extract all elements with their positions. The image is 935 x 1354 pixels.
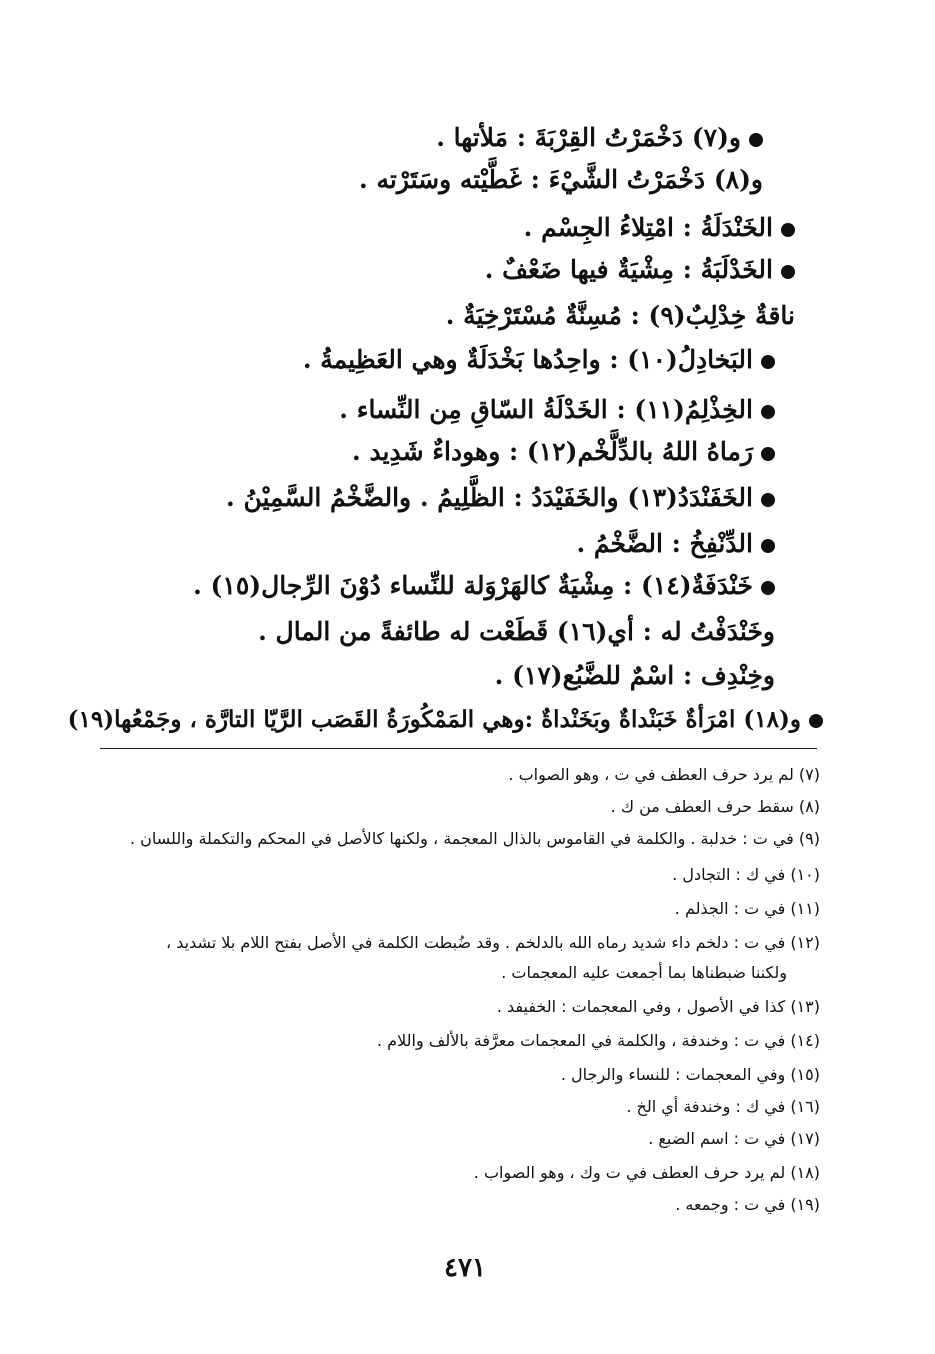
footnote: (١١) في ت : الجذلم . [674, 899, 820, 918]
entry-line: و(١٨) امْرَأةٌ خَبَنْداةٌ وبَخَنْداةٌ :وهي المَمْكُورَةُ القَصَب الرَّيّا التارَّة ، وجَمْعُها(١٩) [68, 700, 823, 740]
entry-line: الخِذْلِمُ(١١) : الخَدْلَةُ السّاقِ مِن النِّساء . [339, 390, 775, 430]
footnote: (٩) في ت : خدلبة . والكلمة في القاموس بالذال المعجمة ، ولكنها كالأصل في المحكم والتكملة واللسان . [129, 829, 820, 848]
bullet-icon [781, 223, 795, 237]
bullet-icon [761, 447, 775, 461]
footnote: (١٢) في ت : دلخم داء شديد رماه الله بالدلخم . وقد ضُبطت الكلمة في الأصل بفتح اللام بلا تشديد ، [165, 933, 820, 952]
footnote: (١٨) لم يرد حرف العطف في ت وك ، وهو الصواب . [473, 1163, 820, 1182]
entry-line: وخَنْدَفْتُ له : أي(١٦) قَطَعْت له طائفةً من المال . [258, 617, 775, 646]
footnote: (١٣) كذا في الأصول ، وفي المعجمات : الخفيفد . [496, 997, 820, 1016]
footnote: (١٠) في ك : التجادل . [672, 865, 820, 884]
footnote: (١٤) في ت : وخندفة ، والكلمة في المعجمات معرَّفة بالألف واللام . [377, 1031, 820, 1050]
footnote: (١٩) في ت : وجمعه . [675, 1195, 820, 1214]
entry-line: الخَدْلَبَةُ : مِشْيَةٌ فيها ضَعْفٌ . [485, 250, 795, 290]
bullet-icon [761, 581, 775, 595]
entry-line: الخَنْدَلَةُ : امْتِلاءُ الجِسْم . [524, 208, 795, 248]
page-number: ٤٧١ [444, 1253, 486, 1283]
footnote: (١٥) وفي المعجمات : للنساء والرجال . [560, 1065, 820, 1084]
entry-line: الدِّنْفِخُ : الضَّخْمُ . [577, 524, 776, 564]
footnote: (١٦) في ك : وخندفة أي الخ . [626, 1097, 820, 1116]
footnote: (٧) لم يرد حرف العطف في ت ، وهو الصواب . [508, 765, 820, 784]
entry-line: رَماهُ اللهُ بالدِّلَّخْم(١٢) : وهوداءٌ شَدِيد . [352, 432, 775, 472]
entry-line: و(٨) دَخْمَرْتُ الشَّيْءَ : غَطَّيْته وسَتَرْته . [359, 165, 763, 194]
entry-line: الخَفَنْدَدُ(١٣) والخَفَيْدَدُ : الظَّلِيمُ . والضَّخْمُ السَّمِيْنُ . [226, 478, 775, 518]
entry-line: ناقةٌ خِدْلِبٌ(٩) : مُسِنَّةٌ مُسْتَرْخِيَةٌ . [445, 301, 795, 330]
bullet-icon [761, 493, 775, 507]
bullet-icon [749, 133, 763, 147]
entry-line: وخِنْدِف : اسْمٌ للضَّبُع(١٧) . [494, 661, 775, 690]
entry-line: البَخادِلُ(١٠) : واحِدُها بَخْدَلَةٌ وهي العَظِيمةُ . [303, 340, 775, 380]
bullet-icon [809, 714, 823, 728]
bullet-icon [781, 265, 795, 279]
footnote: (١٧) في ت : اسم الضبع . [648, 1129, 820, 1148]
footnote-divider [100, 748, 817, 749]
entry-line: و(٧) دَخْمَرْتُ القِرْبَةَ : مَلأتها . [436, 118, 763, 158]
footnote: (٨) سقط حرف العطف من ك . [610, 797, 820, 816]
bullet-icon [761, 405, 775, 419]
entry-line: خَنْدَفَةٌ(١٤) : مِشْيَةٌ كالهَرْوَلة للنِّساء دُوْنَ الرِّجال(١٥) . [193, 566, 775, 606]
bullet-icon [761, 539, 775, 553]
footnote: ولكننا ضبطناها بما أجمعت عليه المعجمات . [501, 963, 787, 982]
bullet-icon [761, 355, 775, 369]
